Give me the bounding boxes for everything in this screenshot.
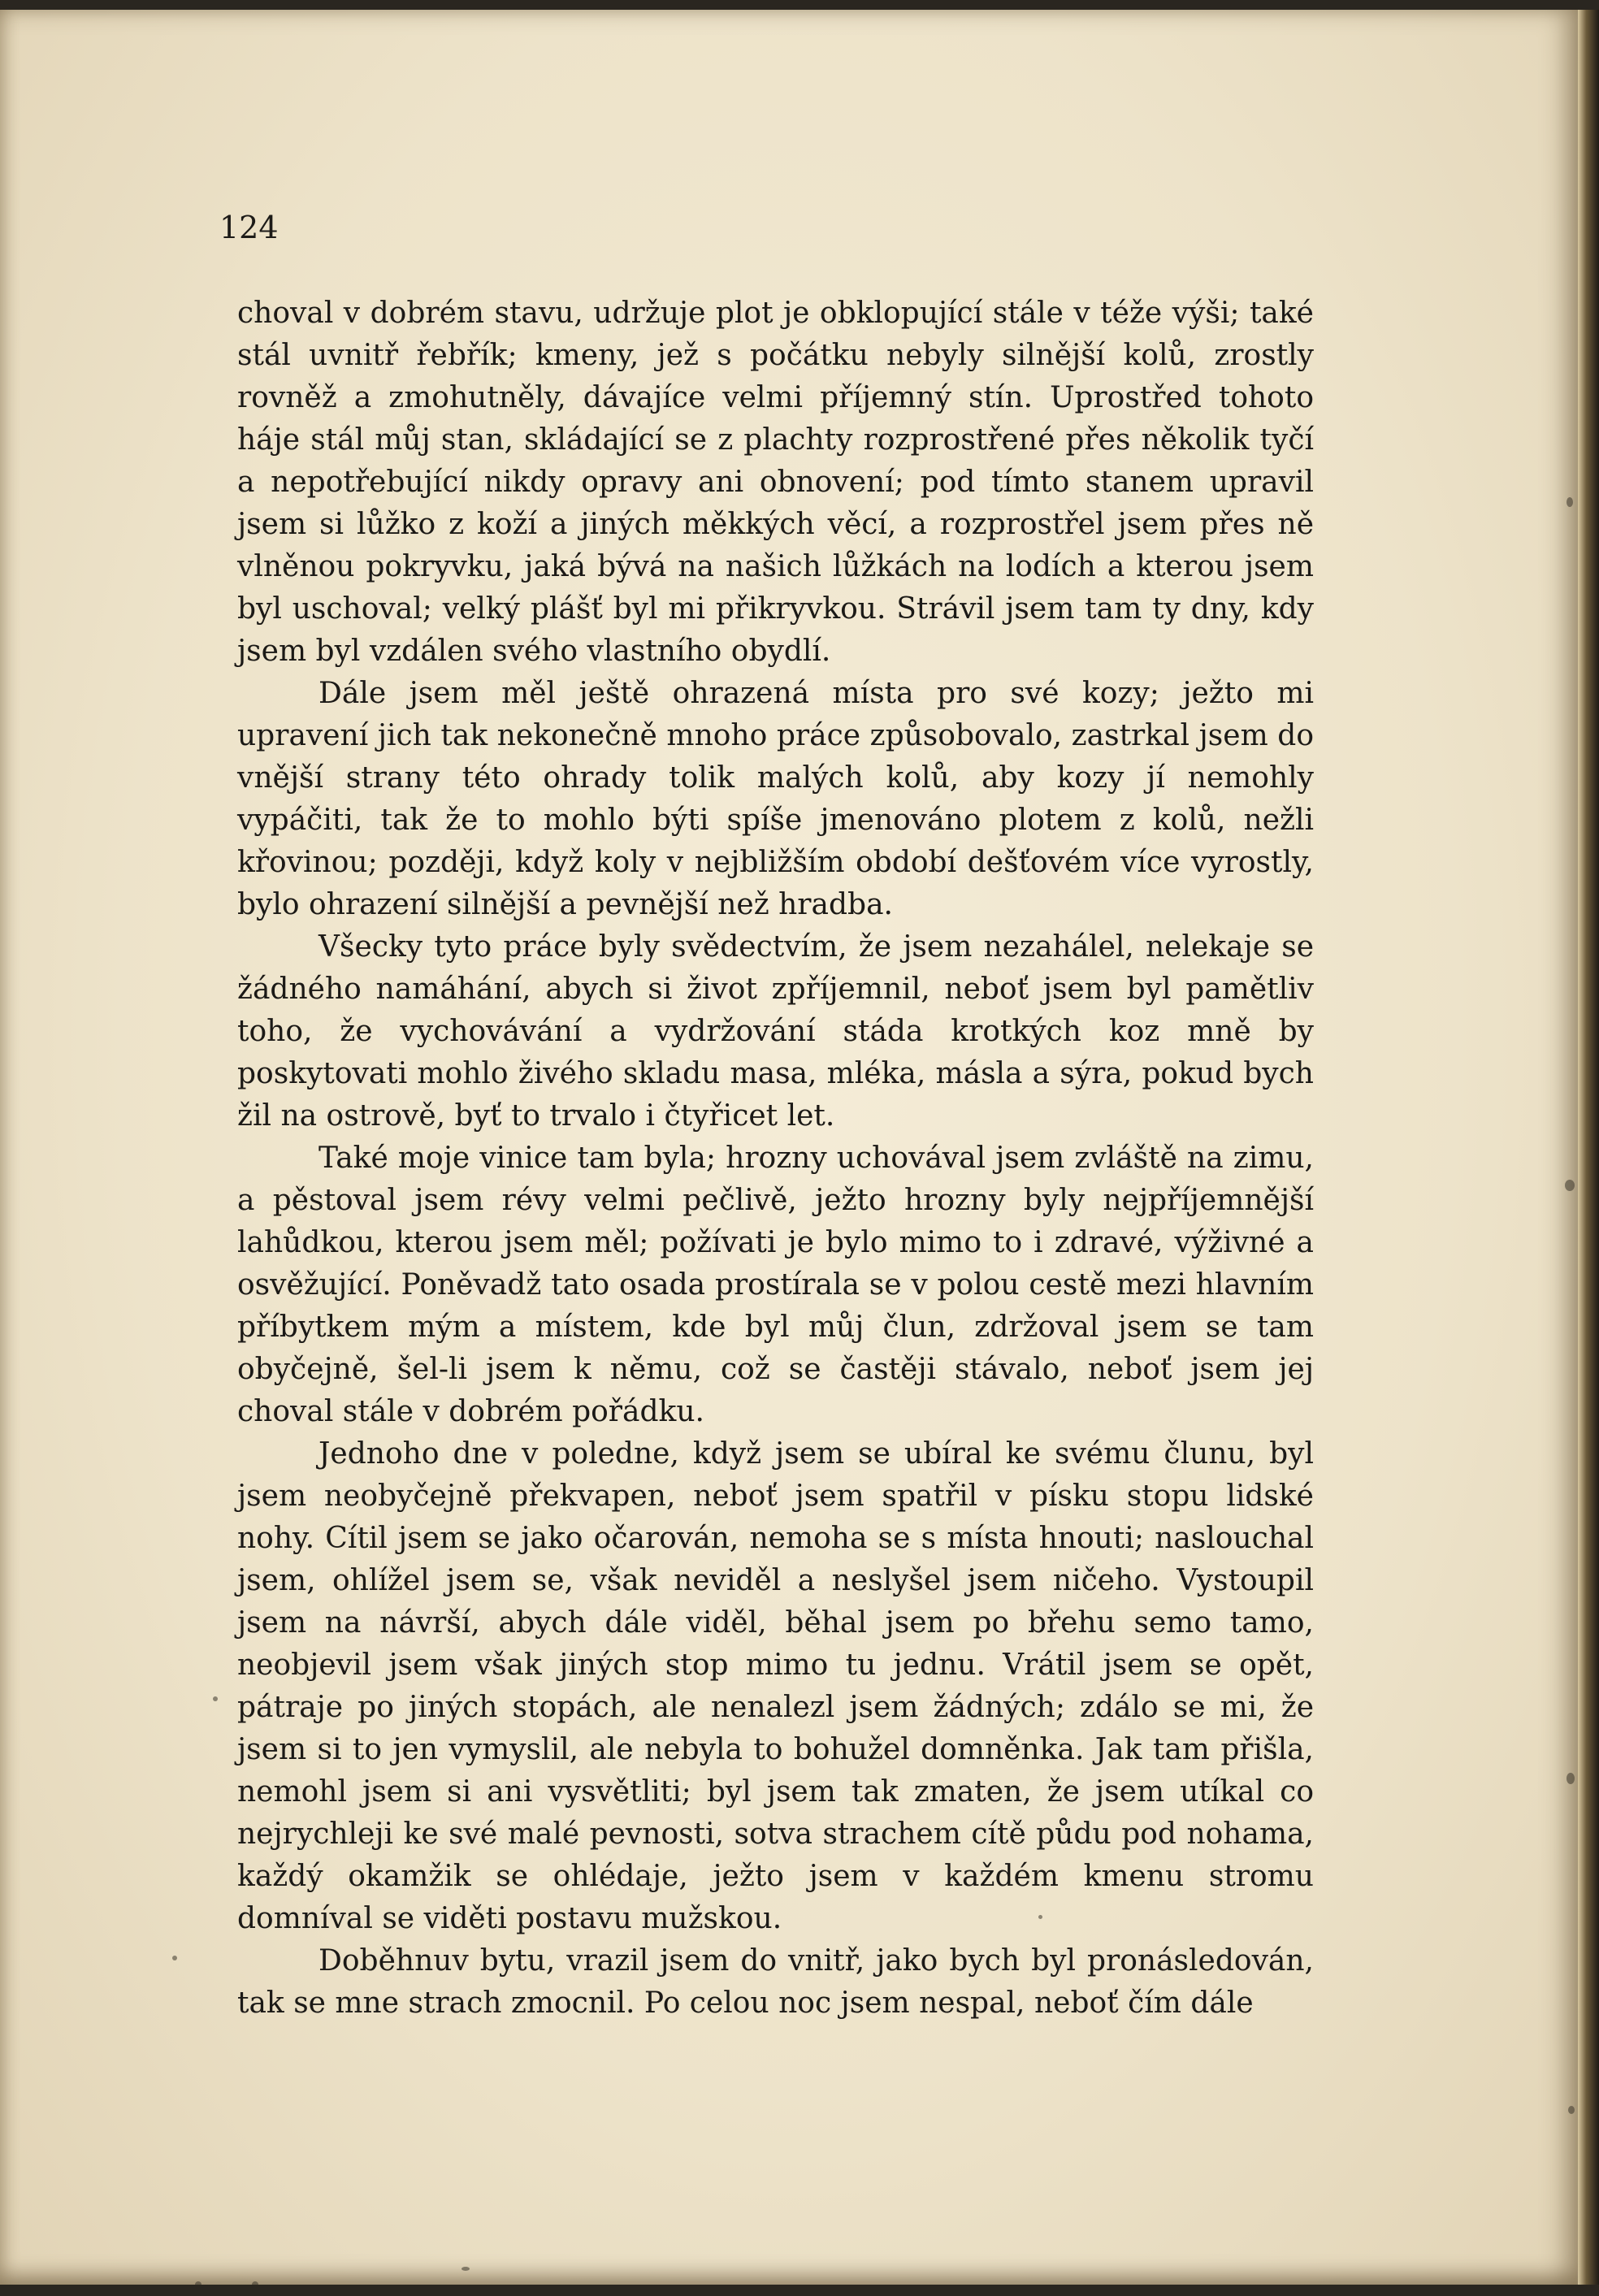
paper-speck [195,2281,202,2285]
paragraph-4: Také moje vinice tam byla; hrozny uchovával jsem zvláště na zimu, a pěstoval jsem révy velmi pečlivě, ježto hrozny byly nejpříjemnější lahůdkou, kterou jsem měl; požívati je bylo mimo to i zdravé, výživné a osvěžující. Poněvadž tato osada prostírala se v polou cestě mezi hlavním příbytkem mým a místem, kde byl můj člun, zdržoval jsem se tam obyčejně, šel-li jsem k němu, což se častěji stávalo, neboť jsem jej choval stále v dobrém pořádku. [237,1142,1314,1428]
page-binding-edge [1578,10,1599,2285]
paragraph-1: choval v dobrém stavu, udržuje plot je obklopující stále v téže výši; také stál uvnitř řebřík; kmeny, jež s počátku nebyly silnější kolů, zrostly rovněž a zmohutněly, dávajíce velmi příjemný stín. Uprostřed tohoto háje stál můj stan, skládající se z plachty rozprostřené přes několik tyčí a nepotřebující nikdy opravy ani obnovení; pod tímto stanem upravil jsem si lůžko z koží a jiných měkkých věcí, a rozprostřel jsem přes ně vlněnou pokryvku, jaká bývá na našich lůžkách na lodích a kterou jsem byl uschoval; velký plášť byl mi přikryvkou. Strávil jsem tam ty dny, kdy jsem byl vzdálen svého vlastního obydlí. [237,297,1314,668]
body-text [237,292,1314,2025]
paper-speck [252,2281,258,2285]
page-number: 124 [219,210,279,245]
paper-speck [213,1696,218,1701]
paragraph-2: Dále jsem měl ještě ohrazená místa pro své kozy; ježto mi upravení jich tak nekonečně mnoho práce způsobovalo, zastrkal jsem do vnější strany této ohrady tolik malých kolů, aby kozy jí nemohly vypáčiti, tak že to mohlo býti spíše jmenováno plotem z kolů, nežli křovinou; později, když koly v nejbližším období dešťovém více vyrostly, bylo ohrazení silnější a pevnější než hradba. [237,677,1314,921]
paper-speck [1568,2106,1575,2114]
paper-speck [1565,1180,1575,1191]
paragraph-5: Jednoho dne v poledne, když jsem se ubíral ke svému člunu, byl jsem neobyčejně překvapen, neboť jsem spatřil v písku stopu lidské nohy. Cítil jsem se jako očarován, nemoha se s místa hnouti; naslouchal jsem, ohlížel jsem se, však neviděl a neslyšel jsem ničeho. Vystoupil jsem na návrší, abych dále viděl, běhal jsem po břehu semo tamo, neobjevil jsem však jiných stop mimo tu jednu. Vrátil jsem se opět, pátraje po jiných stopách, ale nenalezl jsem žádných; zdálo se mi, že jsem si to jen vymyslil, ale nebyla to bohužel domněnka. Jak tam přišla, nemohl jsem si ani vysvětliti; byl jsem tak zmaten, že jsem utíkal co nejrychleji ke své malé pevnosti, sotva strachem cítě půdu pod nohama, každý okamžik se ohlédaje, ježto jsem v každém kmenu stromu domníval se viděti postavu mužskou. [237,1437,1314,1935]
paper-speck [1566,497,1573,507]
paragraph-6: Doběhnuv bytu, vrazil jsem do vnitř, jako bych byl pronásledován, tak se mne strach zmocnil. Po celou noc jsem nespal, neboť čím dále [237,1944,1314,2020]
paper-speck [1566,1773,1575,1784]
paper-speck [172,1956,177,1960]
paper-speck [462,2267,470,2271]
paper-speck [1038,1915,1042,1919]
book-page [0,10,1578,2285]
paragraph-3: Všecky tyto práce byly svědectvím, že jsem nezahálel, nelekaje se žádného namáhání, abych si život zpříjemnil, neboť jsem byl pamětliv toho, že vychovávání a vydržování stáda krotkých koz mně by poskytovati mohlo živého skladu masa, mléka, másla a sýra, pokud bych žil na ostrově, byť to trvalo i čtyřicet let. [237,930,1314,1133]
